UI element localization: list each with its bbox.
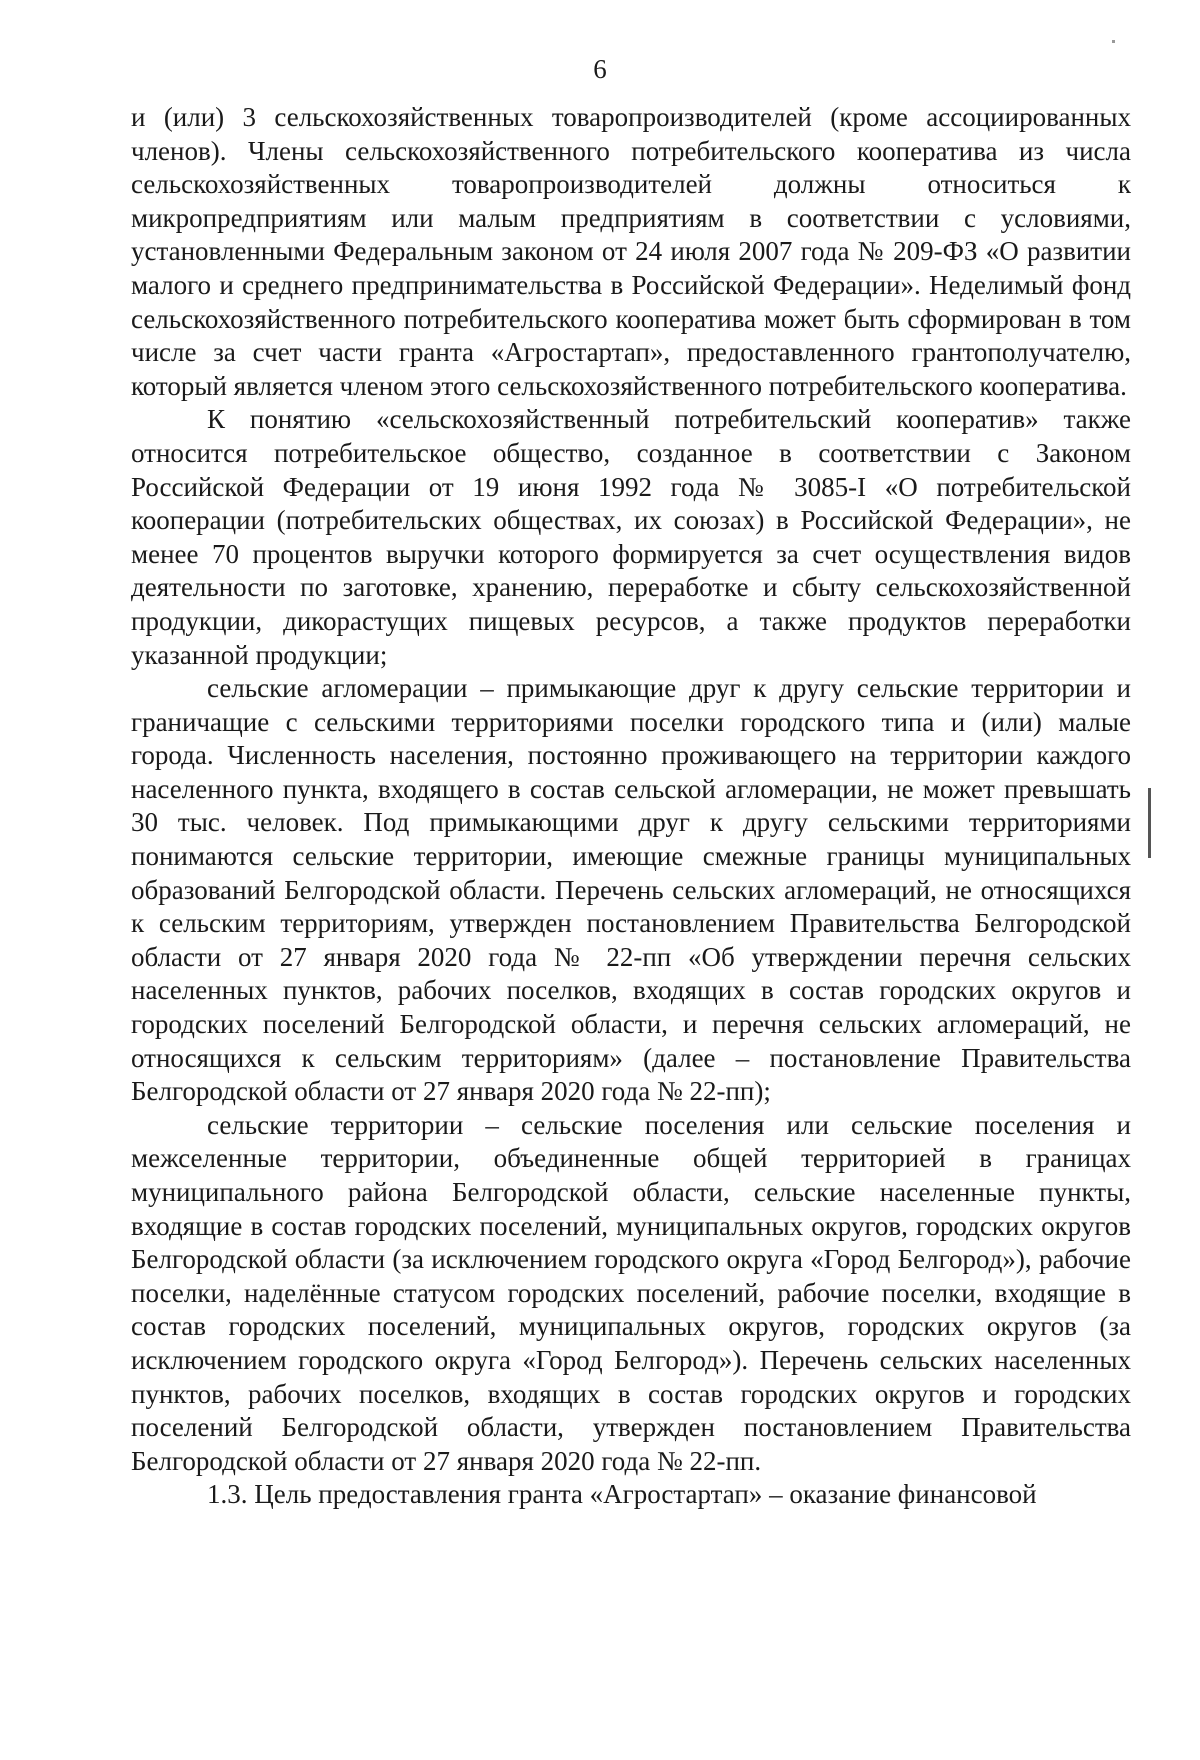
scan-artifact bbox=[1148, 788, 1151, 858]
paragraph-grant-purpose: 1.3. Цель предоставления гранта «Агростартап» – оказание финансовой bbox=[207, 1479, 1037, 1510]
paragraph-cooperative-members: и (или) 3 сельскохозяйственных товаропроизводителей (кроме ассоциированных членов). Члены сельскохозяйственного потребительского кооператива из числа сельскохозяйственных товаропроизводителей должны относиться к микропредприятиям или малым предприятиям в соответствии с условиями, установленными Федеральным законом от 24 июля 2007 года № 209-ФЗ «О развитии малого и среднего предпринимательства в Российской Федерации». Неделимый фонд сельскохозяйственного потребительского кооператива может быть сформирован в том числе за счет части гранта «Агростартап», предоставленного грантополучателю, который является членом этого сельскохозяйственного потребительского кооператива. bbox=[131, 102, 1131, 401]
scan-artifact bbox=[1112, 40, 1115, 43]
paragraph-consumer-society: К понятию «сельскохозяйственный потребительский кооператив» также относится потребительское общество, созданное в соответствии с Законом Российской Федерации от 19 июня 1992 года № 3085-I «О потребительской кооперации (потребительских обществах, их союзах) в Российской Федерации», не менее 70 процентов выручки которого формируется за счет осуществления видов деятельности по заготовке, хранению, переработке и сбыту сельскохозяйственной продукции, дикорастущих пищевых ресурсов, а также продуктов переработки указанной продукции; bbox=[131, 404, 1131, 670]
document-body bbox=[131, 101, 1131, 1512]
paragraph-rural-territories: сельские территории – сельские поселения или сельские поселения и межселенные территории, объединенные общей территорией в границах муниципального района Белгородской области, сельские населенные пункты, входящие в состав городских поселений, муниципальных округов, городских округов Белгородской области (за исключением городского округа «Город Белгород»), рабочие поселки, наделённые статусом городских поселений, рабочие поселки, входящие в состав городских поселений, муниципальных округов, городских округов (за исключением городского округа «Город Белгород»). Перечень сельских населенных пунктов, рабочих поселков, входящих в состав городских округов и городских поселений Белгородской области, утвержден постановлением Правительства Белгородской области от 27 января 2020 года № 22-пп. bbox=[131, 1109, 1131, 1476]
page-number: 6 bbox=[593, 54, 607, 84]
paragraph-rural-agglomerations: сельские агломерации – примыкающие друг к другу сельские территории и граничащие с сельскими территориями поселки городского типа и (или) малые города. Численность населения, постоянно проживающего на территории каждого населенного пункта, входящего в состав сельской агломерации, не может превышать 30 тыс. человек. Под примыкающими друг к другу сельскими территориями понимаются сельские территории, имеющие смежные границы муниципальных образований Белгородской области. Перечень сельских агломераций, не относящихся к сельским территориям, утвержден постановлением Правительства Белгородской области от 27 января 2020 года № 22-пп «Об утверждении перечня сельских населенных пунктов, рабочих поселков, входящих в состав городских округов и городских поселений Белгородской области, и перечня сельских агломераций, не относящихся к сельским территориям» (далее – постановление Правительства Белгородской области от 27 января 2020 года № 22-пп); bbox=[131, 673, 1131, 1107]
